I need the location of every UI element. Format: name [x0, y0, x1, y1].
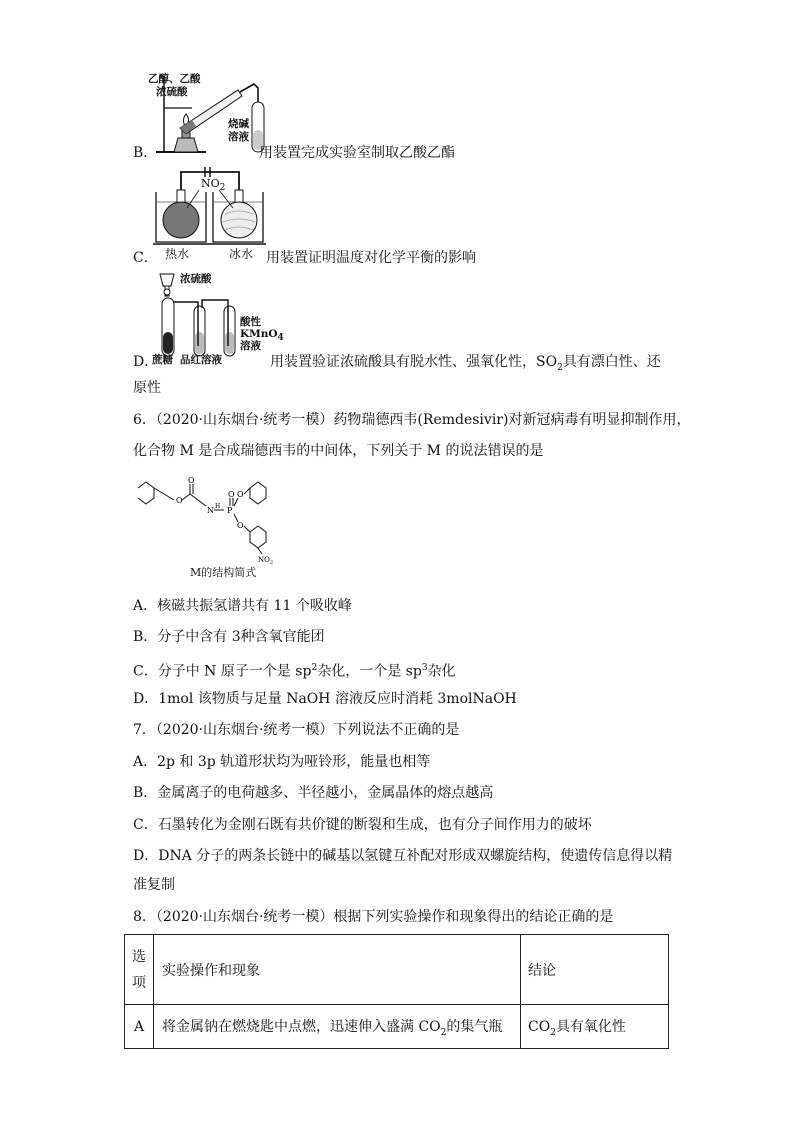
option-c-prefix: C．	[133, 250, 158, 266]
table-row	[125, 1005, 669, 1049]
label-kmno4-subscript: 4	[277, 333, 284, 344]
header-conclusion: 结论	[521, 935, 669, 1005]
row-a-operation	[154, 1005, 521, 1049]
q7-option-d-line1: D．DNA 分子的两条长链中的碱基以氢键互补配对形成双螺旋结构，使遗传信息得以精	[133, 848, 673, 864]
q7-option-a: A．2p 和 3p 轨道形状均为哑铃形，能量也相等	[133, 754, 431, 770]
structure-formula-m	[132, 472, 282, 582]
atom-p: P	[227, 506, 233, 515]
label-magenta-solution: 品红溶液	[180, 354, 222, 366]
label-caustic-soda: 烧碱	[228, 118, 249, 130]
row-a-operation-text-b: 的集气瓶	[446, 1018, 503, 1035]
header-option	[125, 935, 154, 1005]
row-a-conclusion-subscript: 2	[550, 1027, 556, 1038]
label-no2-subscript: 2	[219, 183, 226, 194]
q8-table	[124, 934, 669, 1049]
q7-option-c: C．石墨转化为金刚石既有共价键的断裂和生成，也有分子间作用力的破坏	[133, 817, 592, 833]
q6-option-c	[133, 658, 456, 682]
q6-option-c-text-b: 杂化，一个是 sp	[317, 663, 422, 680]
figure-sulfuric-acid-sucrose-apparatus	[150, 268, 284, 366]
table-header-row	[125, 935, 669, 1005]
option-b-text: 用装置完成实验室制取乙酸乙酯	[259, 145, 455, 161]
atom-o-ester: O	[176, 496, 183, 505]
label-hot-water: 热水	[165, 247, 190, 261]
label-conc-sulfuric-acid-d: 浓硫酸	[180, 273, 212, 285]
atom-o-nitrophenoxy: O	[237, 521, 244, 530]
q6-stem-line1: 6．（2020·山东烟台·统考一模）药物瑞德西韦(Remdesivir)对新冠病毒有明显抑制作用，	[133, 412, 691, 428]
atom-o-phenoxy: O	[237, 490, 244, 499]
header-option-char2: 项	[132, 974, 146, 991]
label-no2	[201, 178, 225, 194]
q6-option-a: A．核磁共振氢谱共有 11 个吸收峰	[133, 598, 352, 614]
figure-esterification-apparatus	[150, 68, 268, 160]
q6-stem-line2: 化合物 M 是合成瑞德西韦的中间体，下列关于 M 的说法错误的是	[133, 443, 544, 459]
option-d-text	[270, 352, 661, 378]
q6-option-d: D．1mol 该物质与足量 NaOH 溶液反应时消耗 3molNaOH	[133, 691, 517, 707]
label-ice-water: 冰水	[229, 247, 254, 261]
header-option-char1: 选	[132, 948, 146, 965]
option-d-text-b: 具有漂白性、还	[562, 354, 661, 370]
label-solution-d: 溶液	[240, 340, 261, 352]
label-conc-sulfuric-acid: 浓硫酸	[156, 86, 188, 98]
atom-o-phosphoryl: O	[228, 490, 235, 499]
option-d-text-a: 用装置验证浓硫酸具有脱水性、强氧化性，SO	[270, 354, 558, 370]
row-a-conclusion-text-a: CO	[528, 1018, 551, 1035]
q6-option-c-sup2: 3	[421, 663, 428, 673]
structure-caption: M的结构简式	[190, 566, 257, 579]
option-c-text: 用装置证明温度对化学平衡的影响	[266, 250, 476, 266]
q8-stem: 8．（2020·山东烟台·统考一模）根据下列实验操作和现象得出的结论正确的是	[133, 909, 614, 925]
atom-h: H	[215, 503, 221, 510]
row-a-operation-text-a: 将金属钠在燃烧匙中点燃，迅速伸入盛满 CO	[162, 1018, 441, 1035]
row-a-option: A	[125, 1005, 154, 1049]
atom-no2-text: NO	[258, 556, 270, 564]
structure-formula-drawing	[132, 472, 282, 564]
row-a-conclusion-text-b: 具有氧化性	[555, 1018, 626, 1035]
atom-o-carbonyl: O	[188, 476, 195, 485]
label-acidic: 酸性	[240, 316, 261, 328]
option-d-subscript: 2	[557, 362, 563, 373]
q7-option-b: B．金属离子的电荷越多、半径越小，金属晶体的熔点越高	[133, 785, 494, 801]
q6-option-c-text-a: C．分子中 N 原子一个是 sp	[133, 663, 312, 680]
q6-option-b: B．分子中含有 3种含氧官能团	[133, 629, 325, 645]
label-ethanol-acetic-acid: 乙醇、乙酸	[148, 73, 201, 85]
atom-n: N	[207, 506, 214, 515]
row-a-conclusion	[521, 1005, 669, 1049]
option-d-continuation: 原性	[133, 380, 161, 396]
row-a-operation-subscript: 2	[440, 1027, 447, 1038]
figure-no2-equilibrium-apparatus	[153, 164, 268, 264]
atom-no2	[258, 556, 273, 564]
q7-stem: 7．（2020·山东烟台·统考一模）下列说法不正确的是	[133, 722, 460, 738]
label-solution: 溶液	[228, 131, 249, 143]
atom-no2-subscript: 2	[269, 560, 274, 564]
q6-option-c-sup1: 2	[311, 663, 318, 673]
option-d-prefix: D．	[133, 354, 159, 370]
header-operation: 实验操作和现象	[154, 935, 521, 1005]
label-sucrose: 蔗糖	[152, 354, 173, 366]
q7-option-d-line2: 准复制	[133, 877, 175, 893]
option-b-prefix: B．	[133, 145, 158, 161]
q6-option-c-text-c: 杂化	[427, 663, 456, 680]
label-kmno4-text: KMnO	[240, 328, 278, 340]
label-no2-text: NO	[201, 177, 220, 190]
